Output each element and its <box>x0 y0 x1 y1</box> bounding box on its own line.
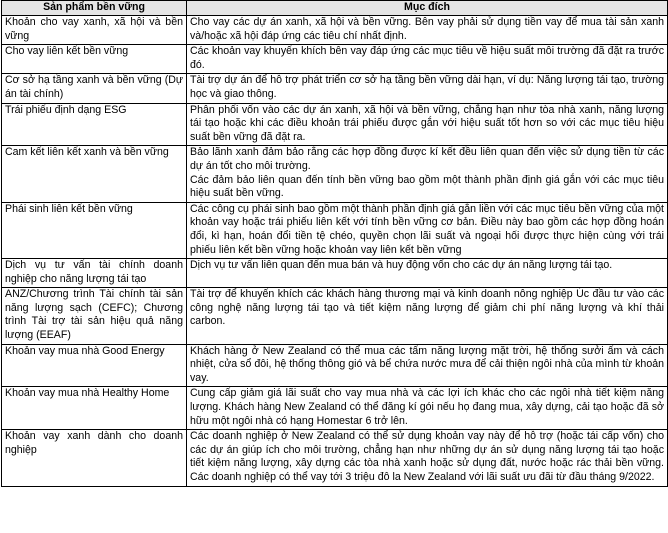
purpose-cell <box>187 103 668 146</box>
product-cell-text: Khoản vay mua nhà Good Energy <box>5 344 165 357</box>
product-cell <box>2 259 187 288</box>
purpose-cell-text: Khách hàng ở New Zealand có thể mua các tấm năng lượng mặt trời, hệ thống sưởi ấm và cách nhiệt, cửa sổ đôi, hệ thống thông gió và bể chứa nước mưa để cải thiện ngôi nhà của mình từ khoản vay. <box>190 344 664 384</box>
table-row <box>2 103 668 146</box>
product-cell <box>2 430 187 486</box>
product-cell <box>2 146 187 202</box>
product-cell <box>2 344 187 387</box>
table-row <box>2 430 668 486</box>
product-cell <box>2 45 187 74</box>
table-row <box>2 146 668 202</box>
purpose-cell-text: Các khoản vay khuyến khích bên vay đáp ứng các mục tiêu về hiệu suất môi trường đã đặt ra trước đó. <box>190 45 664 71</box>
table-header-row <box>2 1 668 16</box>
header-product: Sản phẩm bền vững <box>2 1 187 16</box>
product-cell-text: ANZ/Chương trình Tài chính tài sản năng lượng sạch (CEFC); Chương trình Tài trợ tài sản hiệu quả năng lượng (EEAF) <box>5 288 183 342</box>
purpose-cell <box>187 202 668 258</box>
product-cell-text: Cho vay liên kết bền vững <box>5 45 129 58</box>
table-row <box>2 387 668 430</box>
purpose-cell-text: Cho vay các dự án xanh, xã hội và bền vững. Bên vay phải sử dụng tiền vay để mua tài sản xanh và/hoặc xã hội đáp ứng các tiêu chí nhất định. <box>190 16 664 42</box>
product-cell-text: Khoản vay mua nhà Healthy Home <box>5 387 170 400</box>
purpose-cell <box>187 146 668 202</box>
table-row <box>2 344 668 387</box>
table-row <box>2 16 668 45</box>
purpose-cell-text: Các đảm bảo liên quan đến tính bền vững bao gồm một thành phần định giá gắn với các mục tiêu hiệu suất bền vững. <box>190 173 664 200</box>
product-cell <box>2 74 187 103</box>
purpose-cell <box>187 430 668 486</box>
sustainable-products-table <box>1 0 668 487</box>
product-cell-text: Cam kết liên kết xanh và bền vững <box>5 146 169 159</box>
purpose-cell <box>187 344 668 387</box>
table-row <box>2 74 668 103</box>
product-cell-text: Dịch vụ tư vấn tài chính doanh nghiệp cho năng lượng tái tạo <box>5 259 183 285</box>
table-row <box>2 202 668 258</box>
product-cell <box>2 103 187 146</box>
product-cell-text: Cơ sở hạ tầng xanh và bền vững (Dự án tài chính) <box>5 74 183 100</box>
purpose-cell <box>187 74 668 103</box>
product-cell <box>2 16 187 45</box>
purpose-cell-text: Các công cụ phái sinh bao gồm một thành phần định giá gắn liền với các mục tiêu bền vững của một khoản vay hoặc trái phiếu liên kết với tính bền vững cơ bản. Điều này bao gồm các hợp đồng hoán đổi, kì hạn, hoán đổi tiền tệ chéo, quyền chọn lãi suất và ngoại hối được thực hiện cùng với trái phiếu liên kết bền vững hoặc khoản vay liên kết bền vững <box>190 202 664 256</box>
table-row <box>2 288 668 344</box>
purpose-cell <box>187 45 668 74</box>
product-cell <box>2 387 187 430</box>
purpose-cell <box>187 259 668 288</box>
purpose-cell-text: Dịch vụ tư vấn liên quan đến mua bán và huy động vốn cho các dự án năng lượng tái tạo. <box>190 259 613 272</box>
purpose-cell <box>187 16 668 45</box>
purpose-cell-text: Các doanh nghiệp ở New Zealand có thể sử dụng khoản vay này để hỗ trợ (hoặc tái cấp vốn) cho các dự án giúp ích cho môi trường, chẳng hạn như những dự án sử dụng năng lượng tái tạo hoặc tiết kiệm năng lượng, xây dựng các tòa nhà xanh hoặc sử dụng đất, nước hoặc rác thải bền vững. Các doanh nghiệp có thể vay tới 3 triệu đô la New Zealand với lãi suất ưu đãi từ đầu tháng 9/2022. <box>190 430 664 483</box>
product-cell-text: Khoản cho vay xanh, xã hội và bền vững <box>5 16 183 42</box>
table-row <box>2 259 668 288</box>
table-row <box>2 45 668 74</box>
product-cell <box>2 202 187 258</box>
purpose-cell <box>187 288 668 344</box>
purpose-cell <box>187 387 668 430</box>
purpose-cell-text: Cung cấp giảm giá lãi suất cho vay mua nhà và các lợi ích khác cho các ngôi nhà tiết kiệm năng lượng. Khách hàng New Zealand có thể đăng kí gói nếu họ đang mua, xây dựng, cải tạo hoặc đã sở hữu một ngôi nhà có hạng Homestar 6 trở lên. <box>190 387 664 427</box>
product-cell-text: Khoản vay xanh dành cho doanh nghiệp <box>5 430 183 456</box>
purpose-cell-text: Tài trợ dự án để hỗ trợ phát triển cơ sở hạ tầng bền vững dài hạn, ví dụ: Năng lượng tái tạo, trường học và giao thông. <box>190 74 664 100</box>
purpose-cell-text: Phân phối vốn vào các dự án xanh, xã hội và bền vững, chẳng hạn như tòa nhà xanh, năng lượng tái tạo hoặc khi các điều khoản trái phiếu được gắn với hiệu suất tốt hơn so với các mục tiêu hiệu suất bền vững đã đặt ra. <box>190 103 664 143</box>
product-cell-text: Trái phiếu định dạng ESG <box>5 103 127 116</box>
header-purpose: Mục đích <box>187 1 668 16</box>
purpose-cell-text: Bảo lãnh xanh đảm bảo rằng các hợp đồng được kí kết đều liên quan đến việc sử dụng tiền từ các dự án tốt cho môi trường. <box>190 146 664 172</box>
product-cell-text: Phái sinh liên kết bền vững <box>5 202 133 215</box>
purpose-cell-text: Tài trợ để khuyến khích các khách hàng thương mại và kinh doanh nông nghiệp Úc đầu tư vào các công nghệ năng lượng tái tạo và tiết kiệm năng lượng để giảm chi phí năng lượng và khí thải carbon. <box>190 288 664 328</box>
product-cell <box>2 288 187 344</box>
